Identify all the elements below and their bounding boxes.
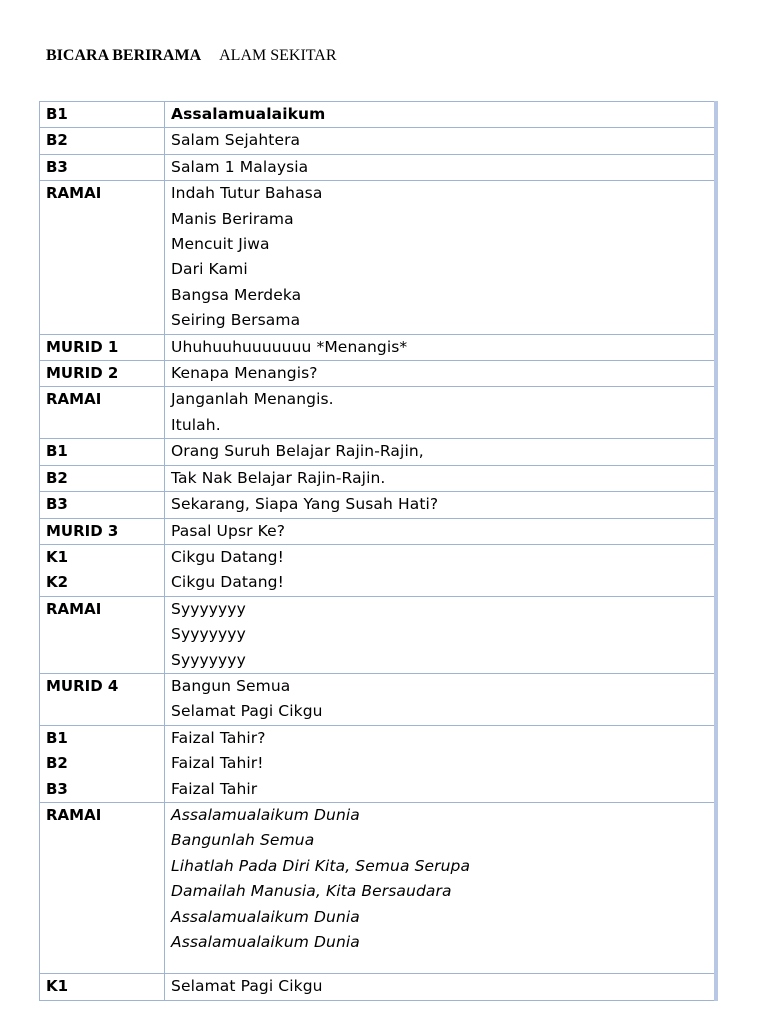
speaker-label: RAMAI [46, 390, 102, 409]
dialogue-line: Salam 1 Malaysia [171, 157, 309, 176]
speaker-label: K1 [46, 547, 69, 566]
dialogue-line: Itulah. [171, 415, 221, 434]
speaker-label: B1 [46, 442, 68, 461]
dialogue-cell [165, 802, 717, 973]
table-row [40, 439, 717, 465]
dialogue-cell [165, 974, 717, 1000]
table-row [40, 974, 717, 1000]
speaker-cell [40, 974, 165, 1000]
dialogue-line: Assalamualaikum [171, 105, 326, 123]
speaker-cell [40, 673, 165, 725]
speaker-cell [40, 465, 165, 491]
speaker-cell [40, 181, 165, 334]
dialogue-line: Bangsa Merdeka [171, 285, 302, 304]
speaker-label: B1 [46, 728, 68, 747]
dialogue-line: Mencuit Jiwa [171, 235, 270, 254]
table-row [40, 102, 717, 128]
dialogue-cell [165, 596, 717, 673]
speaker-label: B2 [46, 131, 68, 150]
table-row [40, 544, 717, 596]
script-table [39, 101, 718, 1001]
dialogue-line: Faizal Tahir! [171, 754, 264, 773]
speaker-cell [40, 518, 165, 544]
speaker-cell [40, 361, 165, 387]
dialogue-cell [165, 387, 717, 439]
dialogue-line: Faizal Tahir? [171, 728, 266, 747]
dialogue-cell [165, 361, 717, 387]
speaker-label: B1 [46, 105, 68, 123]
dialogue-cell [165, 673, 717, 725]
speaker-label: MURID 1 [46, 337, 119, 356]
dialogue-cell [165, 725, 717, 802]
dialogue-line: Pasal Upsr Ke? [171, 521, 286, 540]
page-title [46, 46, 337, 66]
dialogue-line: Selamat Pagi Cikgu [171, 977, 323, 996]
dialogue-cell [165, 154, 717, 180]
speaker-label: RAMAI [46, 599, 102, 618]
dialogue-line: Assalamualaikum Dunia [171, 805, 360, 824]
table-row [40, 465, 717, 491]
speaker-label: B2 [46, 754, 68, 773]
speaker-label: MURID 3 [46, 521, 119, 540]
dialogue-cell [165, 518, 717, 544]
speaker-cell [40, 802, 165, 973]
table-row [40, 492, 717, 518]
dialogue-line: Faizal Tahir [171, 779, 258, 798]
dialogue-line: Damailah Manusia, Kita Bersaudara [171, 882, 452, 901]
dialogue-line: Manis Berirama [171, 209, 294, 228]
dialogue-line: Bangunlah Semua [171, 831, 315, 850]
speaker-cell [40, 439, 165, 465]
speaker-label: B2 [46, 468, 68, 487]
speaker-cell [40, 725, 165, 802]
speaker-label: K1 [46, 977, 69, 996]
table-row [40, 154, 717, 180]
dialogue-cell [165, 334, 717, 360]
table-row [40, 387, 717, 439]
dialogue-line: Syyyyyyy [171, 650, 246, 669]
dialogue-line: Assalamualaikum Dunia [171, 907, 360, 926]
dialogue-cell [165, 439, 717, 465]
dialogue-line: Indah Tutur Bahasa [171, 184, 323, 203]
speaker-cell [40, 492, 165, 518]
speaker-label: K2 [46, 573, 69, 592]
dialogue-line: Uhuhuuhuuuuuuu *Menangis* [171, 337, 408, 356]
table-row [40, 518, 717, 544]
speaker-label: B3 [46, 779, 68, 798]
table-row [40, 802, 717, 973]
table-row [40, 361, 717, 387]
dialogue-line: Cikgu Datang! [171, 573, 284, 592]
dialogue-line: Salam Sejahtera [171, 131, 301, 150]
speaker-label: B3 [46, 157, 68, 176]
dialogue-line: Seiring Bersama [171, 311, 301, 330]
table-row [40, 725, 717, 802]
dialogue-line: Assalamualaikum Dunia [171, 933, 360, 951]
dialogue-line: Bangun Semua [171, 676, 291, 695]
dialogue-line: Janganlah Menangis. [171, 390, 334, 409]
title-subtitle: ALAM SEKITAR [219, 47, 337, 64]
dialogue-cell [165, 492, 717, 518]
script-table-body [40, 102, 717, 1001]
table-row [40, 334, 717, 360]
title-main: BICARA BERIRAMA [46, 47, 202, 64]
speaker-label: MURID 4 [46, 676, 119, 695]
dialogue-cell [165, 544, 717, 596]
table-row [40, 181, 717, 334]
dialogue-line: Syyyyyyy [171, 625, 246, 644]
dialogue-line: Syyyyyyy [171, 599, 246, 618]
speaker-cell [40, 596, 165, 673]
dialogue-line: Lihatlah Pada Diri Kita, Semua Serupa [171, 856, 471, 875]
dialogue-cell [165, 128, 717, 154]
table-row [40, 128, 717, 154]
dialogue-line: Cikgu Datang! [171, 547, 284, 566]
dialogue-line: Kenapa Menangis? [171, 364, 318, 383]
dialogue-line: Sekarang, Siapa Yang Susah Hati? [171, 495, 439, 514]
dialogue-line: Tak Nak Belajar Rajin-Rajin. [171, 468, 386, 487]
dialogue-line: Orang Suruh Belajar Rajin-Rajin, [171, 442, 424, 461]
speaker-cell [40, 154, 165, 180]
speaker-cell [40, 128, 165, 154]
speaker-label: RAMAI [46, 184, 102, 203]
table-row [40, 673, 717, 725]
speaker-cell [40, 334, 165, 360]
speaker-cell [40, 387, 165, 439]
speaker-label: RAMAI [46, 805, 102, 824]
speaker-cell [40, 544, 165, 596]
speaker-label: MURID 2 [46, 364, 119, 383]
table-row [40, 596, 717, 673]
dialogue-line: Selamat Pagi Cikgu [171, 702, 323, 721]
dialogue-cell [165, 102, 717, 128]
speaker-cell [40, 102, 165, 128]
speaker-label: B3 [46, 495, 68, 514]
dialogue-cell [165, 465, 717, 491]
dialogue-line: Dari Kami [171, 260, 248, 279]
dialogue-cell [165, 181, 717, 334]
